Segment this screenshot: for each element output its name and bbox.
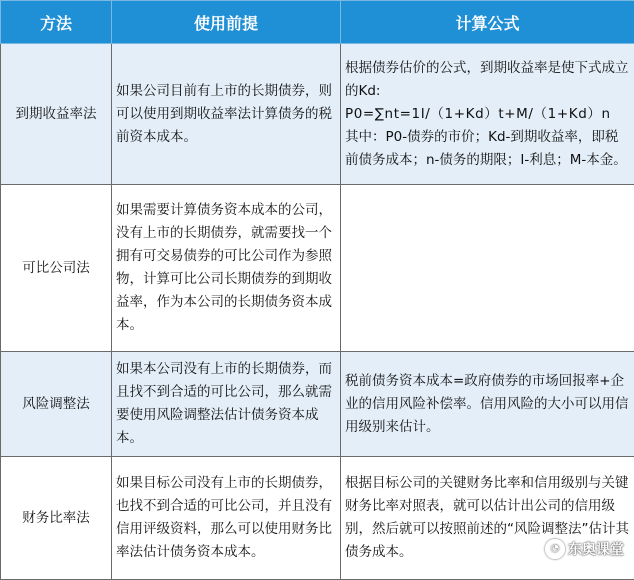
- formula-cell: [341, 185, 634, 352]
- header-formula: 计算公式: [341, 1, 634, 44]
- formula-cell: 根据目标公司的关键财务比率和信用级别与关键财务比率对照表，就可以估计出公司的信用级别，然后就可以按照前述的“风险调整法”估计其债务成本。: [341, 457, 634, 580]
- method-name-cell: 到期收益率法: [1, 44, 112, 185]
- premise-cell: 如果目标公司没有上市的长期债券，也找不到合适的可比公司，并且没有信用评级资料，那么可以使用财务比率法估计债务资本成本。: [112, 457, 341, 580]
- table-row: [1, 44, 634, 185]
- method-name-cell: 风险调整法: [1, 352, 112, 457]
- formula-note: 其中：P0-债券的市价；Kd-到期收益率，即税前债务成本；n-债务的期限；I-利息；M-本金。: [345, 126, 630, 172]
- chat-bubble-icon: ◔: [545, 539, 565, 559]
- formula-intro: 根据债券估价的公式，到期收益率是使下式成立的Kd:: [345, 57, 630, 103]
- table-row: [1, 185, 634, 352]
- formula-equation: P0=∑nt=1I/（1+Kd）t+M/（1+Kd）n: [345, 103, 630, 126]
- premise-cell: 如果公司目前有上市的长期债券，则可以使用到期收益率法计算债务的税前资本成本。: [112, 44, 341, 185]
- watermark-text: 东奥课堂: [568, 539, 624, 559]
- formula-cell: [341, 44, 634, 185]
- table-row: [1, 457, 634, 580]
- method-name-cell: 可比公司法: [1, 185, 112, 352]
- method-name-cell: 财务比率法: [1, 457, 112, 580]
- premise-cell: 如果本公司没有上市的长期债券，而且找不到合适的可比公司，那么就需要使用风险调整法估计债务资本成本。: [112, 352, 341, 457]
- header-method: 方法: [1, 1, 112, 44]
- watermark: [545, 539, 624, 559]
- formula-cell: 税前债务资本成本=政府债券的市场回报率+企业的信用风险补偿率。信用风险的大小可以用信用级别来估计。: [341, 352, 634, 457]
- table-header: [1, 1, 634, 44]
- header-premise: 使用前提: [112, 1, 341, 44]
- premise-cell: 如果需要计算债务资本成本的公司，没有上市的长期债券，就需要找一个拥有可交易债券的可比公司作为参照物，计算可比公司长期债券的到期收益率，作为本公司的长期债务资本成本。: [112, 185, 341, 352]
- table-row: [1, 352, 634, 457]
